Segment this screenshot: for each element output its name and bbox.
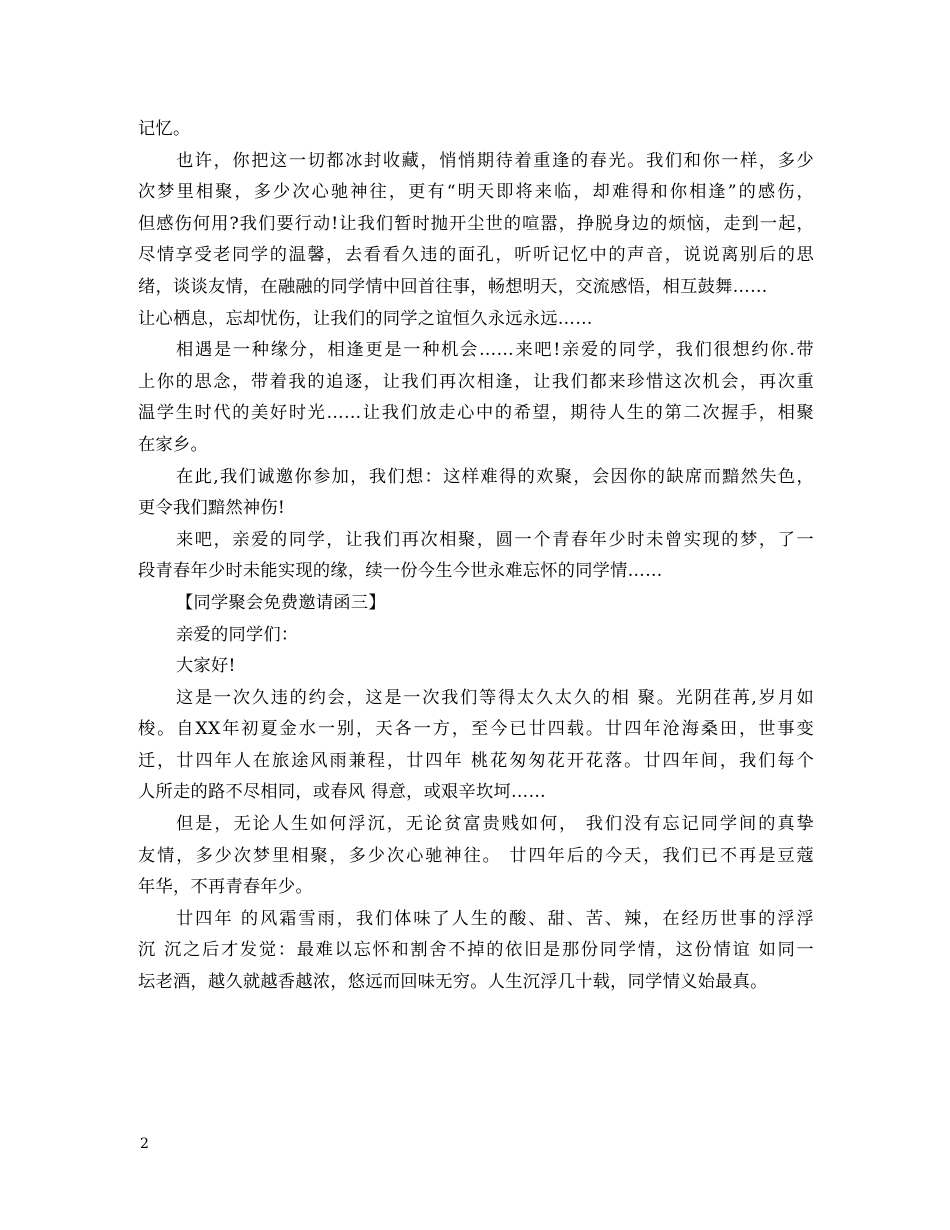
text-line: 【同学聚会免费邀请函三】 (176, 592, 386, 613)
text-line: 廿四年 的风霜雪雨，我们体味了人生的酸、甜、苦、辣，在经历世事的浮浮 (176, 908, 814, 929)
text-line: 沉 沉之后才发觉：最难以忘怀和割舍不掉的依旧是那份同学情，这份情谊 如同一 (138, 940, 814, 961)
text-line: 也许，你把这一切都冰封收藏，悄悄期待着重逢的春光。我们和你一样，多少 (176, 150, 814, 171)
text-line: 人所走的路不尽相同，或春风 得意，或艰辛坎坷…… (138, 782, 546, 803)
text-line: 在家乡。 (138, 434, 208, 455)
text-line: 上你的思念，带着我的追逐，让我们再次相逢，让我们都来珍惜这次机会，再次重 (138, 371, 814, 392)
text-line: 次梦里相聚，多少次心驰神往，更有“明天即将来临，却难得和你相逢”的感伤， (138, 182, 814, 203)
text-line: 让心栖息，忘却忧伤，让我们的同学之谊恒久永远永远…… (138, 308, 593, 329)
text-line: 坛老酒，越久就越香越浓，悠远而回味无穷。人生沉浮几十载，同学情义始最真。 (138, 972, 768, 993)
text-line: 相遇是一种缘分，相逢更是一种机会……来吧!亲爱的同学，我们很想约你.带 (176, 340, 814, 361)
text-line: 大家好! (176, 656, 236, 677)
text-line: 亲爱的同学们： (176, 624, 299, 645)
text-line: 但是，无论人生如何浮沉，无论贫富贵贱如何， 我们没有忘记同学间的真挚 (176, 814, 814, 835)
text-line: 绪，谈谈友情，在融融的同学情中回首往事，畅想明天，交流感悟，相互鼓舞…… (138, 276, 768, 297)
text-line: 温学生时代的美好时光……让我们放走心中的希望，期待人生的第二次握手，相聚 (138, 403, 814, 424)
text-line: 但感伤何用?我们要行动!让我们暂时抛开尘世的喧嚣，挣脱身边的烦恼，走到一起， (138, 213, 814, 234)
text-line: 尽情享受老同学的温馨，去看看久违的面孔，听听记忆中的声音，说说离别后的思 (138, 245, 814, 266)
text-line: 迁，廿四年人在旅途风雨兼程，廿四年 桃花匆匆花开花落。廿四年间，我们每个 (138, 750, 814, 771)
text-line: 段青春年少时未能实现的缘，续一份今生今世永难忘怀的同学情…… (138, 561, 663, 582)
text-line: 这是一次久违的约会，这是一次我们等得太久太久的相 聚。光阴荏苒,岁月如 (176, 687, 814, 708)
text-line: 来吧，亲爱的同学，让我们再次相聚，圆一个青春年少时未曾实现的梦，了一 (176, 529, 814, 550)
text-line: 梭。自XX年初夏金水一别，天各一方，至今已廿四载。廿四年沧海桑田，世事变 (138, 719, 814, 740)
text-line: 在此,我们诚邀你参加，我们想：这样难得的欢聚，会因你的缺席而黯然失色， (176, 466, 814, 487)
text-line: 更令我们黯然神伤! (138, 498, 286, 519)
text-line: 年华，不再青春年少。 (138, 877, 313, 898)
text-line: 友情，多少次梦里相聚，多少次心驰神往。 廿四年后的今天，我们已不再是豆蔻 (138, 845, 814, 866)
page-number: 2 (140, 1136, 149, 1152)
document-body (138, 114, 814, 999)
text-line: 记忆。 (138, 119, 191, 139)
